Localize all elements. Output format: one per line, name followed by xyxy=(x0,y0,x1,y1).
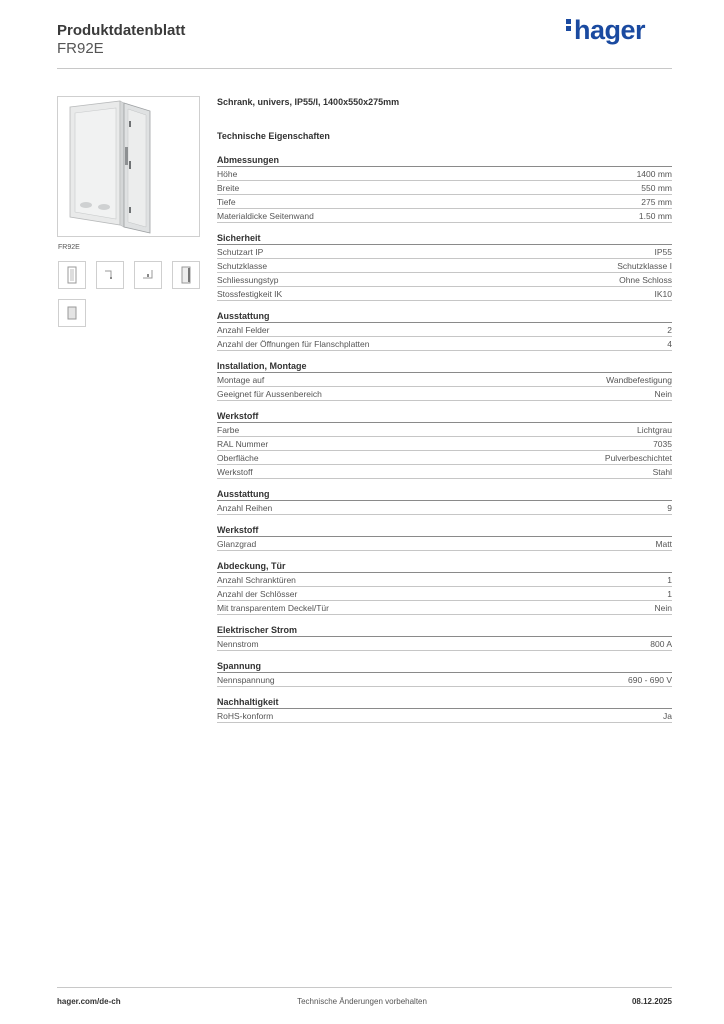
spec-label: Schliessungstyp xyxy=(217,275,279,285)
spec-row xyxy=(217,673,672,687)
spec-label: Schutzart IP xyxy=(217,247,264,257)
spec-value: 4 xyxy=(667,339,672,349)
spec-value: Pulverbeschichtet xyxy=(604,453,672,463)
spec-row xyxy=(217,601,672,615)
spec-label: Anzahl Reihen xyxy=(217,503,273,513)
spec-label: Materialdicke Seitenwand xyxy=(217,211,314,221)
spec-label: Werkstoff xyxy=(217,467,253,477)
image-caption: FR92E xyxy=(58,244,80,251)
spec-section xyxy=(217,525,672,551)
section-title: Werkstoff xyxy=(217,525,672,537)
spec-row xyxy=(217,537,672,551)
spec-section xyxy=(217,625,672,651)
spec-value: 275 mm xyxy=(641,197,672,207)
spec-section xyxy=(217,489,672,515)
spec-row xyxy=(217,181,672,195)
spec-value: 550 mm xyxy=(641,183,672,193)
spec-label: Nennstrom xyxy=(217,639,259,649)
spec-label: Oberfläche xyxy=(217,453,259,463)
document-title: Produktdatenblatt xyxy=(57,22,186,39)
spec-label: Geeignet für Aussenbereich xyxy=(217,389,322,399)
thumbnail-corner[interactable] xyxy=(134,261,162,289)
footer-website-link[interactable]: hager.com/de-ch xyxy=(57,997,121,1006)
section-title: Elektrischer Strom xyxy=(217,625,672,637)
spec-row xyxy=(217,259,672,273)
spec-label: Glanzgrad xyxy=(217,539,257,549)
footer-divider xyxy=(57,987,672,988)
spec-label: Nennspannung xyxy=(217,675,275,685)
spec-value: Matt xyxy=(655,539,672,549)
tech-properties-heading: Technische Eigenschaften xyxy=(217,131,330,141)
spec-value: 2 xyxy=(667,325,672,335)
spec-label: Anzahl Schranktüren xyxy=(217,575,296,585)
section-title: Nachhaltigkeit xyxy=(217,697,672,709)
spec-label: Breite xyxy=(217,183,240,193)
logo-text: hager xyxy=(574,15,646,45)
spec-content xyxy=(217,96,672,723)
footer-disclaimer: Technische Änderungen vorbehalten xyxy=(297,997,427,1006)
spec-label: Stossfestigkeit IK xyxy=(217,289,283,299)
section-title: Sicherheit xyxy=(217,233,672,245)
spec-row xyxy=(217,587,672,601)
spec-row xyxy=(217,323,672,337)
plate-icon xyxy=(59,300,85,326)
spec-label: Anzahl der Schlösser xyxy=(217,589,298,599)
header-divider xyxy=(57,68,672,69)
spec-label: Farbe xyxy=(217,425,240,435)
spec-row xyxy=(217,387,672,401)
spec-label: Montage auf xyxy=(217,375,265,385)
spec-row xyxy=(217,195,672,209)
spec-row xyxy=(217,637,672,651)
spec-row xyxy=(217,209,672,223)
spec-row xyxy=(217,245,672,259)
spec-value: IK10 xyxy=(654,289,672,299)
spec-value: Schutzklasse I xyxy=(617,261,672,271)
bracket-icon xyxy=(97,262,123,288)
logo-dots-icon xyxy=(566,17,571,33)
product-code: FR92E xyxy=(57,40,104,57)
spec-label: Anzahl der Öffnungen für Flanschplatten xyxy=(217,339,370,349)
section-title: Ausstattung xyxy=(217,311,672,323)
spec-value: 1.50 mm xyxy=(638,211,672,221)
spec-value: Lichtgrau xyxy=(637,425,672,435)
spec-row xyxy=(217,373,672,387)
spec-row xyxy=(217,287,672,301)
spec-value: IP55 xyxy=(654,247,672,257)
spec-label: RAL Nummer xyxy=(217,439,269,449)
spec-label: Anzahl Felder xyxy=(217,325,270,335)
spec-label: Tiefe xyxy=(217,197,236,207)
section-title: Abmessungen xyxy=(217,155,672,167)
spec-section xyxy=(217,361,672,401)
spec-row xyxy=(217,437,672,451)
spec-value: Nein xyxy=(654,603,672,613)
spec-row xyxy=(217,337,672,351)
spec-section xyxy=(217,697,672,723)
spec-row xyxy=(217,573,672,587)
corner-icon xyxy=(135,262,161,288)
spec-section xyxy=(217,155,672,223)
product-description: Schrank, univers, IP55/I, 1400x550x275mm xyxy=(217,97,400,107)
thumbnail-panel[interactable] xyxy=(172,261,200,289)
spec-row xyxy=(217,451,672,465)
hager-logo[interactable] xyxy=(566,15,645,46)
spec-section xyxy=(217,561,672,615)
cabinet-illustration xyxy=(58,97,199,236)
spec-value: Nein xyxy=(654,389,672,399)
thumbnail-cabinet-front[interactable] xyxy=(58,261,86,289)
spec-value: 7035 xyxy=(653,439,672,449)
spec-value: Ohne Schloss xyxy=(619,275,672,285)
spec-row xyxy=(217,273,672,287)
spec-value: 1 xyxy=(667,575,672,585)
spec-value: Stahl xyxy=(652,467,672,477)
cabinet-front-icon xyxy=(59,262,85,288)
thumbnail-plate[interactable] xyxy=(58,299,86,327)
page-header xyxy=(57,22,185,57)
section-title: Spannung xyxy=(217,661,672,673)
spec-label: RoHS-konform xyxy=(217,711,274,721)
spec-row xyxy=(217,423,672,437)
section-title: Werkstoff xyxy=(217,411,672,423)
spec-value: 690 - 690 V xyxy=(628,675,672,685)
spec-label: Mit transparentem Deckel/Tür xyxy=(217,603,329,613)
spec-section xyxy=(217,311,672,351)
spec-sections xyxy=(217,155,672,723)
section-title: Ausstattung xyxy=(217,489,672,501)
spec-section xyxy=(217,661,672,687)
footer-date: 08.12.2025 xyxy=(631,997,672,1006)
section-title: Abdeckung, Tür xyxy=(217,561,672,573)
section-title: Installation, Montage xyxy=(217,361,672,373)
spec-section xyxy=(217,233,672,301)
spec-value: 9 xyxy=(667,503,672,513)
spec-row xyxy=(217,709,672,723)
thumbnail-bracket[interactable] xyxy=(96,261,124,289)
spec-label: Höhe xyxy=(217,169,238,179)
spec-row xyxy=(217,167,672,181)
panel-icon xyxy=(173,262,199,288)
spec-row xyxy=(217,465,672,479)
spec-label: Schutzklasse xyxy=(217,261,268,271)
spec-section xyxy=(217,411,672,479)
spec-value: Ja xyxy=(663,711,672,721)
product-image[interactable] xyxy=(57,96,200,237)
spec-value: 1400 mm xyxy=(636,169,672,179)
spec-value: 1 xyxy=(667,589,672,599)
spec-value: Wandbefestigung xyxy=(606,375,672,385)
spec-row xyxy=(217,501,672,515)
spec-value: 800 A xyxy=(650,639,672,649)
